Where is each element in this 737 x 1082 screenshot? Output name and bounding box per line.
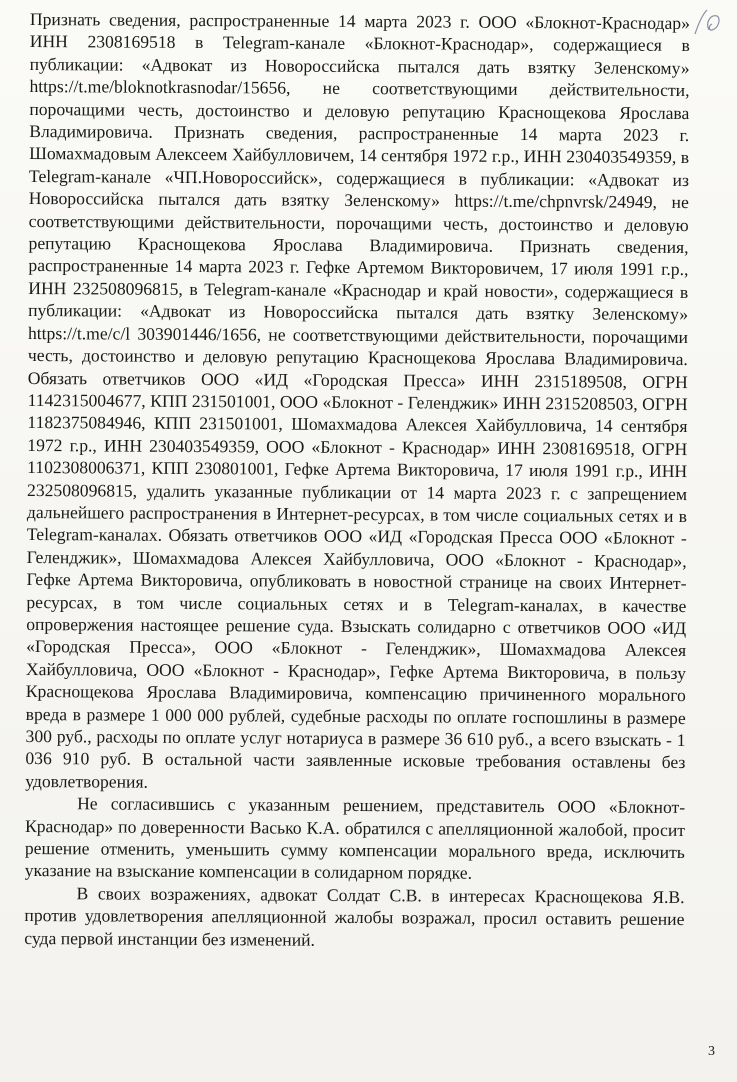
page-number: 3 [708,1044,715,1059]
document-body [24,8,690,953]
handwritten-mark [685,4,729,40]
judgment-paragraph: Признать сведения, распространенные 14 марта 2023 г. ООО «Блокнот-Краснодар» ИНН 2308169518 в Telegram-канале «Блокнот-Краснодар», содержащиеся в публикации: «Адвокат из Новороссийска пытался дать взятку Зеленскому» https://t.me/bloknotkrasnodar/15656, не соответствующими действительности, порочащими честь, достоинство и деловую репутацию Краснощекова Ярослава Владимировича. Признать сведения, распространенные 14 марта 2023 г. Шомахмадовым Алексеем Хайбулловичем, 14 сентября 1972 г.р., ИНН 230403549359, в Telegram-канале «ЧП.Новороссийск», содержащиеся в публикации: «Адвокат из Новороссийска пытался дать взятку Зеленскому» https://t.me/chpnvrsk/24949, не соответствующими действительности, порочащими честь, достоинство и деловую репутацию Краснощекова Ярослава Владимировича. Признать сведения, распространенные 14 марта 2023 г. Гефке Артемом Викторовичем, 17 июля 1991 г.р., ИНН 232508096815, в Telegram-канале «Краснодар и край новости», содержащиеся в публикации: «Адвокат из Новороссийска пытался дать взятку Зеленскому» https://t.me/c/l 303901446/1656, не соответствующими действительности, порочащими честь, достоинство и деловую репутацию Краснощекова Ярослава Владимировича. Обязать ответчиков ООО «ИД «Городская Пресса» ИНН 2315189508, ОГРН 1142315004677, КПП 231501001, ООО «Блокнот - Геленджик» ИНН 2315208503, ОГРН 1182375084946, КПП 231501001, Шомахмадова Алексея Хайбулловича, 14 сентября 1972 г.р., ИНН 230403549359, ООО «Блокнот - Краснодар» ИНН 2308169518, ОГРН 1102308006371, КПП 230801001, Гефке Артема Викторовича, 17 июля 1991 г.р., ИНН 232508096815, удалить указанные публикации от 14 марта 2023 г. с запрещением дальнейшего распространения в Интернет-ресурсах, в том числе социальных сетях и в Telegram-каналах. Обязать ответчиков ООО «ИД «Городская Пресса ООО «Блокнот - Геленджик», Шомахмадова Алексея Хайбулловича, ООО «Блокнот - Краснодар», Гефке Артема Викторовича, опубликовать в новостной странице на своих Интернет- ресурсах, в том числе социальных сетях и в Telegram-каналах, в качестве опровержения настоящее решение суда. Взыскать солидарно с ответчиков ООО «ИД «Городская Пресса», ООО «Блокнот - Геленджик», Шомахмадова Алексея Хайбулловича, ООО «Блокнот - Краснодар», Гефке Артема Викторовича, в пользу Краснощекова Ярослава Владимировича, компенсацию причиненного морального вреда в размере 1 000 000 рублей, судебные расходы по оплате госпошлины в размере 300 руб., расходы по оплате услуг нотариуса в размере 36 610 руб., а всего взыскать - 1 036 910 руб. В остальной части заявленные исковые требования оставлены без удовлетворения. [25,8,690,792]
appeal-paragraph: Не согласившись с указанным решением, представитель ООО «Блокнот-Краснодар» по доверенности Васько К.А. обратился с апелляционной жалобой, просит решение отменить, уменьшить сумму компенсации морального вреда, исключить указание на взыскание компенсации в солидарном порядке. [24,793,686,884]
objection-paragraph: В своих возражениях, адвокат Солдат С.В. в интересах Краснощекова Я.В. против удовлетворения апелляционной жалобы возражал, просил оставить решение суда первой инстанции без изменений. [24,883,685,950]
